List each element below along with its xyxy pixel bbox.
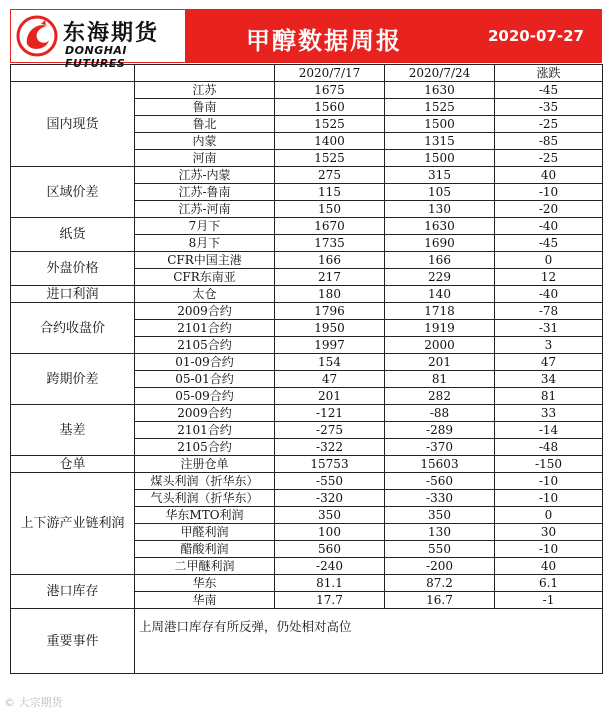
table-row [11,456,603,473]
value-cell-2020-7-17: 350 [275,507,385,524]
category-cell: 港口库存 [11,575,135,609]
value-cell-2020-7-24: 350 [385,507,495,524]
value-cell-2020-7-17: 1796 [275,303,385,320]
events-text-cell: 上周港口库存有所反弹，仍处相对高位 [135,609,603,674]
value-cell-2020-7-24: 105 [385,184,495,201]
value-cell-2020-7-24: -560 [385,473,495,490]
value-cell-2020-7-17: 1560 [275,99,385,116]
value-cell-2020-7-17: 154 [275,354,385,371]
value-cell-2020-7-24: 2000 [385,337,495,354]
value-cell-2020-7-17: 180 [275,286,385,303]
table-row [11,405,603,422]
value-cell-2020-7-17: 81.1 [275,575,385,592]
item-cell: CFR东南亚 [135,269,275,286]
change-cell: 81 [495,388,603,405]
item-cell: 江苏 [135,82,275,99]
change-cell: -25 [495,116,603,133]
value-cell-2020-7-24: -289 [385,422,495,439]
item-cell: 2009合约 [135,405,275,422]
value-cell-2020-7-17: 1525 [275,116,385,133]
events-category-cell: 重要事件 [11,609,135,674]
item-cell: 05-01合约 [135,371,275,388]
column-header [11,65,135,82]
value-cell-2020-7-17: 1525 [275,150,385,167]
item-cell: 江苏-鲁南 [135,184,275,201]
change-cell: -31 [495,320,603,337]
change-cell: -25 [495,150,603,167]
category-cell: 合约收盘价 [11,303,135,354]
watermark-text: © 大宗期货 [4,696,63,709]
item-cell: 2105合约 [135,337,275,354]
value-cell-2020-7-24: 229 [385,269,495,286]
item-cell: 鲁北 [135,116,275,133]
change-cell: -35 [495,99,603,116]
value-cell-2020-7-24: 550 [385,541,495,558]
change-cell: 47 [495,354,603,371]
report-date: 2020-07-27 [488,27,584,45]
report-title: 甲醇数据周报 [246,27,402,55]
item-cell: 华南 [135,592,275,609]
change-cell: 30 [495,524,603,541]
value-cell-2020-7-17: 1670 [275,218,385,235]
item-cell: 河南 [135,150,275,167]
category-cell: 上下游产业链利润 [11,473,135,575]
change-cell: 33 [495,405,603,422]
value-cell-2020-7-17: 100 [275,524,385,541]
value-cell-2020-7-17: -320 [275,490,385,507]
value-cell-2020-7-17: -121 [275,405,385,422]
value-cell-2020-7-17: 1675 [275,82,385,99]
value-cell-2020-7-17: 47 [275,371,385,388]
logo-chinese-name: 东海期货 [63,21,160,46]
logo-english-name: DONGHAI FUTURES [65,44,128,70]
methanol-data-table [10,64,603,674]
value-cell-2020-7-24: 1500 [385,116,495,133]
value-cell-2020-7-24: -370 [385,439,495,456]
change-cell: -48 [495,439,603,456]
value-cell-2020-7-17: 1400 [275,133,385,150]
company-logo [10,9,186,70]
value-cell-2020-7-17: 150 [275,201,385,218]
column-header: 2020/7/17 [275,65,385,82]
value-cell-2020-7-24: 87.2 [385,575,495,592]
value-cell-2020-7-17: 560 [275,541,385,558]
change-cell: 34 [495,371,603,388]
value-cell-2020-7-17: -550 [275,473,385,490]
change-cell: -10 [495,184,603,201]
value-cell-2020-7-17: 166 [275,252,385,269]
change-cell: -14 [495,422,603,439]
change-cell: -45 [495,82,603,99]
value-cell-2020-7-17: 275 [275,167,385,184]
item-cell: CFR中国主港 [135,252,275,269]
table-row [11,286,603,303]
item-cell: 2009合约 [135,303,275,320]
value-cell-2020-7-24: 1315 [385,133,495,150]
change-cell: -10 [495,490,603,507]
table-row [11,473,603,490]
value-cell-2020-7-24: 1690 [385,235,495,252]
value-cell-2020-7-24: -330 [385,490,495,507]
item-cell: 煤头利润（折华东） [135,473,275,490]
value-cell-2020-7-24: 1919 [385,320,495,337]
category-cell: 国内现货 [11,82,135,167]
item-cell: 01-09合约 [135,354,275,371]
item-cell: 8月下 [135,235,275,252]
value-cell-2020-7-17: 15753 [275,456,385,473]
change-cell: -45 [495,235,603,252]
change-cell: 40 [495,167,603,184]
item-cell: 太仓 [135,286,275,303]
value-cell-2020-7-17: 17.7 [275,592,385,609]
table-row [11,575,603,592]
category-cell: 进口利润 [11,286,135,303]
change-cell: -20 [495,201,603,218]
change-cell: -40 [495,218,603,235]
item-cell: 2101合约 [135,422,275,439]
value-cell-2020-7-24: 166 [385,252,495,269]
change-cell: 12 [495,269,603,286]
table-row [11,167,603,184]
change-cell: -78 [495,303,603,320]
column-header: 涨跌 [495,65,603,82]
value-cell-2020-7-24: 1630 [385,218,495,235]
item-cell: 甲醛利润 [135,524,275,541]
category-cell: 纸货 [11,218,135,252]
report-header [10,9,602,70]
change-cell: -40 [495,286,603,303]
change-cell: 0 [495,507,603,524]
change-cell: -150 [495,456,603,473]
item-cell: 华东MTO利润 [135,507,275,524]
table-row [11,303,603,320]
change-cell: -1 [495,592,603,609]
category-cell: 区域价差 [11,167,135,218]
item-cell: 华东 [135,575,275,592]
category-cell: 基差 [11,405,135,456]
change-cell: 6.1 [495,575,603,592]
item-cell: 二甲醚利润 [135,558,275,575]
item-cell: 2101合约 [135,320,275,337]
events-row [11,609,603,674]
item-cell: 醋酸利润 [135,541,275,558]
item-cell: 2105合约 [135,439,275,456]
table-row [11,82,603,99]
change-cell: -10 [495,541,603,558]
value-cell-2020-7-24: -88 [385,405,495,422]
change-cell: 3 [495,337,603,354]
table-row [11,218,603,235]
table-header-row [11,65,603,82]
table-row [11,252,603,269]
change-cell: -85 [495,133,603,150]
column-header: 2020/7/24 [385,65,495,82]
item-cell: 气头利润（折华东） [135,490,275,507]
value-cell-2020-7-24: 140 [385,286,495,303]
value-cell-2020-7-17: 217 [275,269,385,286]
value-cell-2020-7-17: 1735 [275,235,385,252]
value-cell-2020-7-17: 201 [275,388,385,405]
item-cell: 注册仓单 [135,456,275,473]
item-cell: 内蒙 [135,133,275,150]
change-cell: -10 [495,473,603,490]
category-cell: 仓单 [11,456,135,473]
value-cell-2020-7-24: 1500 [385,150,495,167]
value-cell-2020-7-24: -200 [385,558,495,575]
value-cell-2020-7-24: 15603 [385,456,495,473]
value-cell-2020-7-17: 1950 [275,320,385,337]
value-cell-2020-7-24: 130 [385,524,495,541]
change-cell: 0 [495,252,603,269]
item-cell: 江苏-内蒙 [135,167,275,184]
category-cell: 跨期价差 [11,354,135,405]
item-cell: 7月下 [135,218,275,235]
item-cell: 鲁南 [135,99,275,116]
value-cell-2020-7-24: 130 [385,201,495,218]
value-cell-2020-7-24: 16.7 [385,592,495,609]
value-cell-2020-7-17: -322 [275,439,385,456]
value-cell-2020-7-24: 81 [385,371,495,388]
item-cell: 05-09合约 [135,388,275,405]
value-cell-2020-7-24: 1630 [385,82,495,99]
table-row [11,354,603,371]
category-cell: 外盘价格 [11,252,135,286]
item-cell: 江苏-河南 [135,201,275,218]
value-cell-2020-7-24: 315 [385,167,495,184]
value-cell-2020-7-17: -275 [275,422,385,439]
value-cell-2020-7-24: 282 [385,388,495,405]
value-cell-2020-7-24: 201 [385,354,495,371]
dragon-emblem-icon [15,14,59,58]
column-header [135,65,275,82]
value-cell-2020-7-24: 1525 [385,99,495,116]
value-cell-2020-7-17: 115 [275,184,385,201]
value-cell-2020-7-17: 1997 [275,337,385,354]
value-cell-2020-7-24: 1718 [385,303,495,320]
value-cell-2020-7-17: -240 [275,558,385,575]
change-cell: 40 [495,558,603,575]
